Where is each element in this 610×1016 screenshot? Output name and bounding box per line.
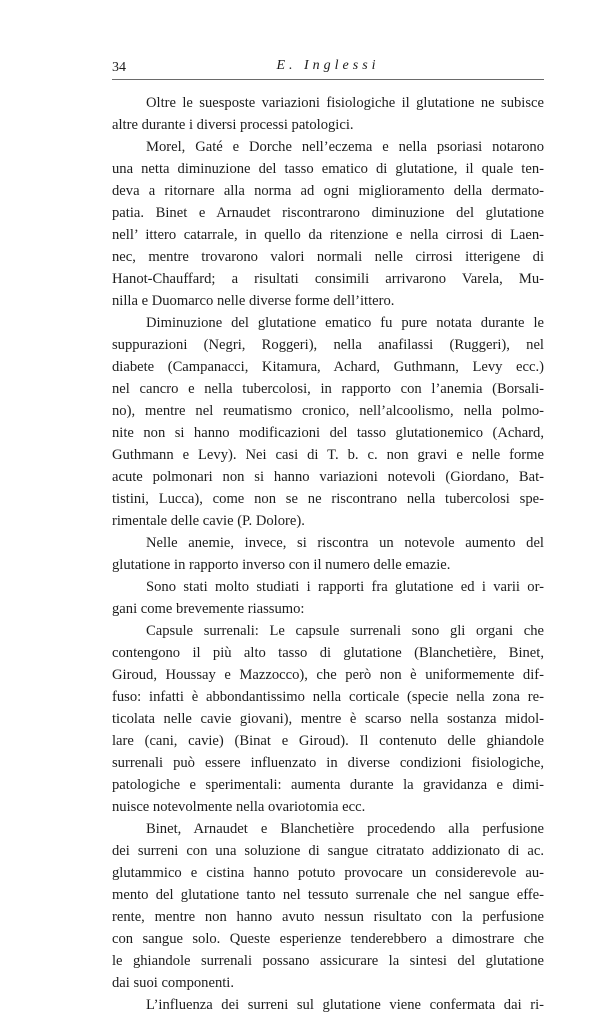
text-line: suppurazioni (Negri, Roggeri), nella anafilassi (Ruggeri), nel: [112, 337, 544, 353]
running-title: E. Inglessi: [276, 58, 380, 73]
text-line: glutatione in rapporto inverso con il numero delle emazie.: [112, 557, 451, 573]
text-line: dai suoi componenti.: [112, 975, 235, 991]
text-line: deva a ritornare alla norma ad ogni miglioramento della dermato-: [112, 183, 544, 199]
text-line: gani come brevemente riassumo:: [112, 601, 305, 617]
text-line: nuisce notevolmente nella ovariotomia ecc.: [112, 799, 366, 815]
text-line: le ghiandole surrenali possano assicurare la sintesi del glutatione: [112, 953, 544, 969]
text-line: patia. Binet e Arnaudet riscontrarono diminuzione del glutatione: [112, 205, 544, 221]
text-line: Oltre le suesposte variazioni fisiologiche il glutatione ne subisce: [146, 95, 544, 111]
text-line: una netta diminuzione del tasso ematico di glutatione, il quale ten-: [112, 161, 544, 177]
text-line: tistini, Lucca), come non se ne riscontrano nella tubercolosi spe-: [112, 491, 544, 507]
header-rule: [112, 79, 544, 80]
text-line: patologiche e sperimentali: aumenta durante la gravidanza e dimi-: [112, 777, 544, 793]
body-text: [112, 92, 544, 1016]
text-line: acute polmonari non si hanno variazioni notevoli (Giordano, Bat-: [112, 469, 544, 485]
text-line: no), mentre nel reumatismo cronico, nell’alcoolismo, nella polmo-: [112, 403, 544, 419]
text-line: altre durante i diversi processi patologici.: [112, 117, 354, 133]
text-line: Diminuzione del glutatione ematico fu pure notata durante le: [146, 315, 544, 331]
running-head: [112, 56, 544, 76]
text-line: rente, mentre non hanno avuto nessun risultato con la perfusione: [112, 909, 544, 925]
text-line: Nelle anemie, invece, si riscontra un notevole aumento del: [146, 535, 544, 551]
text-line: con sangue solo. Queste esperienze tenderebbero a dimostrare che: [112, 931, 544, 947]
text-line: diabete (Campanacci, Kitamura, Achard, Guthmann, Levy ecc.): [112, 359, 544, 375]
text-line: Giroud, Houssay e Mazzocco), che però non è uniformemente dif-: [112, 667, 544, 683]
text-line: nel cancro e nella tubercolosi, in rapporto con l’anemia (Borsali-: [112, 381, 544, 397]
text-line: Guthmann e Levy). Nei casi di T. b. c. non gravi e nelle forme: [112, 447, 544, 463]
text-line: dei surreni con una soluzione di sangue citratato addizionato di ac.: [112, 843, 544, 859]
text-line: glutammico e cistina hanno potuto provocare un considerevole au-: [112, 865, 544, 881]
text-line: ticolata nelle cavie giovani), mentre è scarso nella sostanza midol-: [112, 711, 544, 727]
text-line: Hanot-Chauffard; a risultati consimili arrivarono Varela, Mu-: [112, 271, 544, 287]
page-number: 34: [112, 60, 126, 75]
text-line: Morel, Gaté e Dorche nell’eczema e nella psoriasi notarono: [146, 139, 544, 155]
text-line: mento del glutatione tanto nel tessuto surrenale che nel sangue effe-: [112, 887, 544, 903]
text-line: nell’ ittero catarrale, in quello da ritenzione e nella cirrosi di Laen-: [112, 227, 544, 243]
text-line: nite non si hanno modificazioni del tasso glutationemico (Achard,: [112, 425, 544, 441]
text-line: Sono stati molto studiati i rapporti fra glutatione ed i varii or-: [146, 579, 544, 595]
text-line: nec, mentre trovarono valori normali nelle cirrosi itterigene di: [112, 249, 544, 265]
text-line: rimentale delle cavie (P. Dolore).: [112, 513, 305, 529]
text-line: Binet, Arnaudet e Blanchetière procedendo alla perfusione: [146, 821, 544, 837]
text-line: contengono il più alto tasso di glutatione (Blanchetière, Binet,: [112, 645, 544, 661]
text-line: surrenali può essere influenzato in diverse condizioni fisiologiche,: [112, 755, 544, 771]
text-line: nilla e Duomarco nelle diverse forme dell’ittero.: [112, 293, 395, 309]
text-line: L’influenza dei surreni sul glutatione viene confermata dai ri-: [146, 997, 544, 1013]
text-line: fuso: infatti è abbondantissimo nella corticale (specie nella zona re-: [112, 689, 544, 705]
text-line: lare (cani, cavie) (Binat e Giroud). Il contenuto delle ghiandole: [112, 733, 544, 749]
text-line: Capsule surrenali: Le capsule surrenali sono gli organi che: [146, 623, 544, 639]
